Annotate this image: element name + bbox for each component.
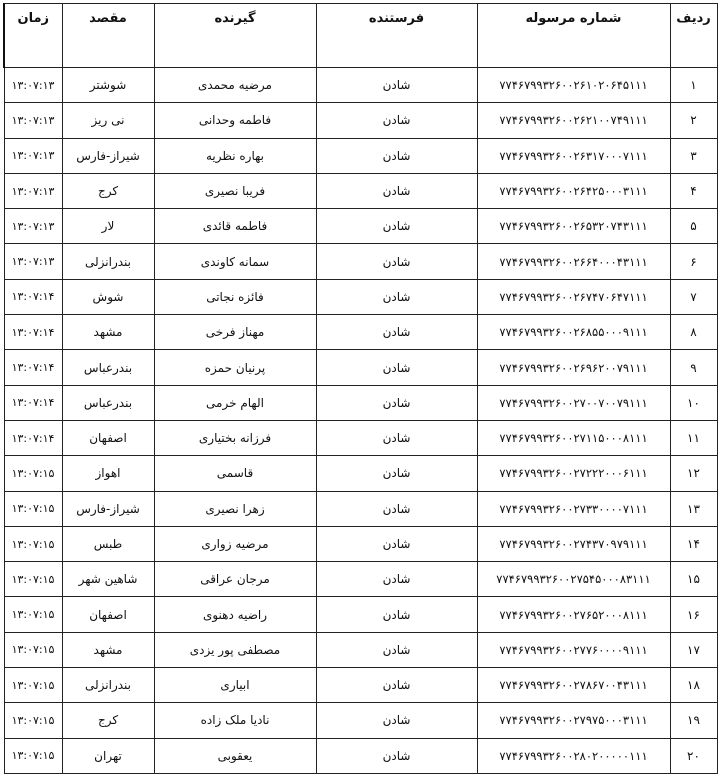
header-tracking: شماره مرسوله: [477, 4, 670, 68]
header-destination: مقصد: [62, 4, 154, 68]
cell-sender: شادن: [316, 173, 477, 208]
cell-sender: شادن: [316, 703, 477, 738]
cell-time: ۱۳:۰۷:۱۴: [4, 315, 62, 350]
table-row: [4, 315, 717, 350]
table-row: [4, 279, 717, 314]
cell-destination: اصفهان: [62, 420, 154, 455]
cell-time: ۱۳:۰۷:۱۵: [4, 668, 62, 703]
table-row: [4, 103, 717, 138]
cell-time: ۱۳:۰۷:۱۵: [4, 526, 62, 561]
cell-row-number: ۳: [670, 138, 717, 173]
cell-receiver: مرجان عراقی: [154, 562, 316, 597]
cell-time: ۱۳:۰۷:۱۳: [4, 209, 62, 244]
cell-time: ۱۳:۰۷:۱۵: [4, 597, 62, 632]
cell-tracking-number: ۷۷۴۶۷۹۹۳۲۶۰۰۲۷۰۰۷۰۰۷۹۱۱۱: [477, 385, 670, 420]
cell-sender: شادن: [316, 103, 477, 138]
cell-destination: مشهد: [62, 632, 154, 667]
cell-destination: لار: [62, 209, 154, 244]
cell-tracking-number: ۷۷۴۶۷۹۹۳۲۶۰۰۲۷۷۶۰۰۰۰۹۱۱۱: [477, 632, 670, 667]
cell-time: ۱۳:۰۷:۱۳: [4, 103, 62, 138]
table-row: [4, 526, 717, 561]
cell-receiver: پرنیان حمزه: [154, 350, 316, 385]
cell-tracking-number: ۷۷۴۶۷۹۹۳۲۶۰۰۲۸۰۲۰۰۰۰۰۱۱۱: [477, 738, 670, 773]
cell-sender: شادن: [316, 350, 477, 385]
cell-time: ۱۳:۰۷:۱۴: [4, 350, 62, 385]
cell-destination: بندرانزلی: [62, 668, 154, 703]
cell-sender: شادن: [316, 456, 477, 491]
cell-time: ۱۳:۰۷:۱۳: [4, 173, 62, 208]
cell-time: ۱۳:۰۷:۱۵: [4, 632, 62, 667]
cell-receiver: بهاره نظریه: [154, 138, 316, 173]
cell-tracking-number: ۷۷۴۶۷۹۹۳۲۶۰۰۲۶۴۲۵۰۰۰۳۱۱۱: [477, 173, 670, 208]
cell-row-number: ۱۰: [670, 385, 717, 420]
cell-time: ۱۳:۰۷:۱۵: [4, 738, 62, 773]
cell-receiver: مرضیه زواری: [154, 526, 316, 561]
table-row: [4, 668, 717, 703]
cell-destination: شاهین شهر: [62, 562, 154, 597]
table-row: [4, 703, 717, 738]
cell-row-number: ۹: [670, 350, 717, 385]
cell-row-number: ۶: [670, 244, 717, 279]
cell-receiver: نادیا ملک زاده: [154, 703, 316, 738]
cell-receiver: زهرا نصیری: [154, 491, 316, 526]
cell-time: ۱۳:۰۷:۱۵: [4, 456, 62, 491]
cell-destination: کرج: [62, 703, 154, 738]
cell-destination: شیراز-فارس: [62, 138, 154, 173]
cell-destination: بندرعباس: [62, 350, 154, 385]
cell-destination: شیراز-فارس: [62, 491, 154, 526]
cell-row-number: ۱۲: [670, 456, 717, 491]
cell-sender: شادن: [316, 244, 477, 279]
cell-time: ۱۳:۰۷:۱۳: [4, 244, 62, 279]
header-receiver: گیرنده: [154, 4, 316, 68]
cell-tracking-number: ۷۷۴۶۷۹۹۳۲۶۰۰۲۶۲۱۰۰۷۴۹۱۱۱: [477, 103, 670, 138]
table-row: [4, 738, 717, 773]
cell-receiver: فاطمه قائدی: [154, 209, 316, 244]
cell-row-number: ۱۱: [670, 420, 717, 455]
cell-row-number: ۲: [670, 103, 717, 138]
cell-row-number: ۷: [670, 279, 717, 314]
table-row: [4, 68, 717, 103]
cell-tracking-number: ۷۷۴۶۷۹۹۳۲۶۰۰۲۶۸۵۵۰۰۰۹۱۱۱: [477, 315, 670, 350]
cell-destination: بندرانزلی: [62, 244, 154, 279]
cell-receiver: فائزه نجاتی: [154, 279, 316, 314]
cell-row-number: ۱۸: [670, 668, 717, 703]
cell-tracking-number: ۷۷۴۶۷۹۹۳۲۶۰۰۲۶۶۴۰۰۰۴۳۱۱۱: [477, 244, 670, 279]
cell-sender: شادن: [316, 385, 477, 420]
cell-time: ۱۳:۰۷:۱۳: [4, 68, 62, 103]
cell-destination: اصفهان: [62, 597, 154, 632]
cell-destination: بندرعباس: [62, 385, 154, 420]
cell-time: ۱۳:۰۷:۱۵: [4, 562, 62, 597]
header-row-number: ردیف: [670, 4, 717, 68]
cell-destination: مشهد: [62, 315, 154, 350]
cell-tracking-number: ۷۷۴۶۷۹۹۳۲۶۰۰۲۷۸۶۷۰۰۴۳۱۱۱: [477, 668, 670, 703]
cell-sender: شادن: [316, 597, 477, 632]
table-row: [4, 456, 717, 491]
cell-tracking-number: ۷۷۴۶۷۹۹۳۲۶۰۰۲۶۳۱۷۰۰۰۷۱۱۱: [477, 138, 670, 173]
cell-destination: نی ریز: [62, 103, 154, 138]
cell-sender: شادن: [316, 632, 477, 667]
cell-time: ۱۳:۰۷:۱۴: [4, 420, 62, 455]
cell-sender: شادن: [316, 491, 477, 526]
cell-destination: کرج: [62, 173, 154, 208]
cell-row-number: ۱۴: [670, 526, 717, 561]
cell-sender: شادن: [316, 315, 477, 350]
cell-receiver: فاطمه وحدانی: [154, 103, 316, 138]
cell-sender: شادن: [316, 138, 477, 173]
cell-row-number: ۸: [670, 315, 717, 350]
cell-tracking-number: ۷۷۴۶۷۹۹۳۲۶۰۰۲۷۴۳۷۰۹۷۹۱۱۱: [477, 526, 670, 561]
cell-tracking-number: ۷۷۴۶۷۹۹۳۲۶۰۰۲۷۲۲۲۰۰۰۶۱۱۱: [477, 456, 670, 491]
cell-receiver: مرضیه محمدی: [154, 68, 316, 103]
cell-destination: اهواز: [62, 456, 154, 491]
table-row: [4, 138, 717, 173]
table-row: [4, 350, 717, 385]
cell-sender: شادن: [316, 420, 477, 455]
cell-tracking-number: ۷۷۴۶۷۹۹۳۲۶۰۰۲۷۶۵۲۰۰۰۸۱۱۱: [477, 597, 670, 632]
cell-sender: شادن: [316, 526, 477, 561]
table-row: [4, 632, 717, 667]
table-row: [4, 562, 717, 597]
cell-sender: شادن: [316, 68, 477, 103]
table-row: [4, 244, 717, 279]
cell-receiver: فریبا نصیری: [154, 173, 316, 208]
table-row: [4, 491, 717, 526]
cell-time: ۱۳:۰۷:۱۴: [4, 385, 62, 420]
cell-row-number: ۱: [670, 68, 717, 103]
cell-destination: شوش: [62, 279, 154, 314]
cell-sender: شادن: [316, 668, 477, 703]
table-row: [4, 420, 717, 455]
cell-receiver: ابیاری: [154, 668, 316, 703]
cell-receiver: مهناز فرخی: [154, 315, 316, 350]
cell-row-number: ۱۳: [670, 491, 717, 526]
cell-time: ۱۳:۰۷:۱۴: [4, 279, 62, 314]
header-sender: فرستنده: [316, 4, 477, 68]
cell-row-number: ۲۰: [670, 738, 717, 773]
cell-destination: تهران: [62, 738, 154, 773]
cell-row-number: ۱۷: [670, 632, 717, 667]
cell-tracking-number: ۷۷۴۶۷۹۹۳۲۶۰۰۲۶۷۴۷۰۶۴۷۱۱۱: [477, 279, 670, 314]
cell-tracking-number: ۷۷۴۶۷۹۹۳۲۶۰۰۲۷۹۷۵۰۰۰۳۱۱۱: [477, 703, 670, 738]
cell-tracking-number: ۷۷۴۶۷۹۹۳۲۶۰۰۲۶۱۰۲۰۶۴۵۱۱۱: [477, 68, 670, 103]
cell-row-number: ۴: [670, 173, 717, 208]
cell-row-number: ۱۵: [670, 562, 717, 597]
cell-row-number: ۵: [670, 209, 717, 244]
cell-time: ۱۳:۰۷:۱۵: [4, 491, 62, 526]
cell-receiver: یعقوبی: [154, 738, 316, 773]
shipment-table: [3, 3, 718, 774]
table-row: [4, 385, 717, 420]
cell-tracking-number: ۷۷۴۶۷۹۹۳۲۶۰۰۲۷۳۳۰۰۰۰۷۱۱۱: [477, 491, 670, 526]
cell-receiver: فرزانه بختیاری: [154, 420, 316, 455]
header-row: [4, 4, 717, 68]
cell-tracking-number: ۷۷۴۶۷۹۹۳۲۶۰۰۲۷۵۴۵۰۰۰۸۳۱۱۱: [477, 562, 670, 597]
cell-sender: شادن: [316, 279, 477, 314]
cell-tracking-number: ۷۷۴۶۷۹۹۳۲۶۰۰۲۷۱۱۵۰۰۰۸۱۱۱: [477, 420, 670, 455]
cell-row-number: ۱۹: [670, 703, 717, 738]
table-row: [4, 597, 717, 632]
table-row: [4, 173, 717, 208]
cell-sender: شادن: [316, 209, 477, 244]
header-time: زمان: [4, 4, 62, 68]
cell-sender: شادن: [316, 738, 477, 773]
cell-destination: طبس: [62, 526, 154, 561]
cell-destination: شوشتر: [62, 68, 154, 103]
cell-time: ۱۳:۰۷:۱۵: [4, 703, 62, 738]
cell-receiver: مصطفی پور یزدی: [154, 632, 316, 667]
cell-receiver: الهام خرمی: [154, 385, 316, 420]
cell-time: ۱۳:۰۷:۱۳: [4, 138, 62, 173]
cell-receiver: سمانه کاوندی: [154, 244, 316, 279]
cell-sender: شادن: [316, 562, 477, 597]
cell-receiver: راضیه دهنوی: [154, 597, 316, 632]
table-row: [4, 209, 717, 244]
cell-receiver: قاسمی: [154, 456, 316, 491]
cell-tracking-number: ۷۷۴۶۷۹۹۳۲۶۰۰۲۶۹۶۲۰۰۷۹۱۱۱: [477, 350, 670, 385]
table-body: [4, 68, 717, 774]
cell-tracking-number: ۷۷۴۶۷۹۹۳۲۶۰۰۲۶۵۳۲۰۷۴۳۱۱۱: [477, 209, 670, 244]
cell-row-number: ۱۶: [670, 597, 717, 632]
